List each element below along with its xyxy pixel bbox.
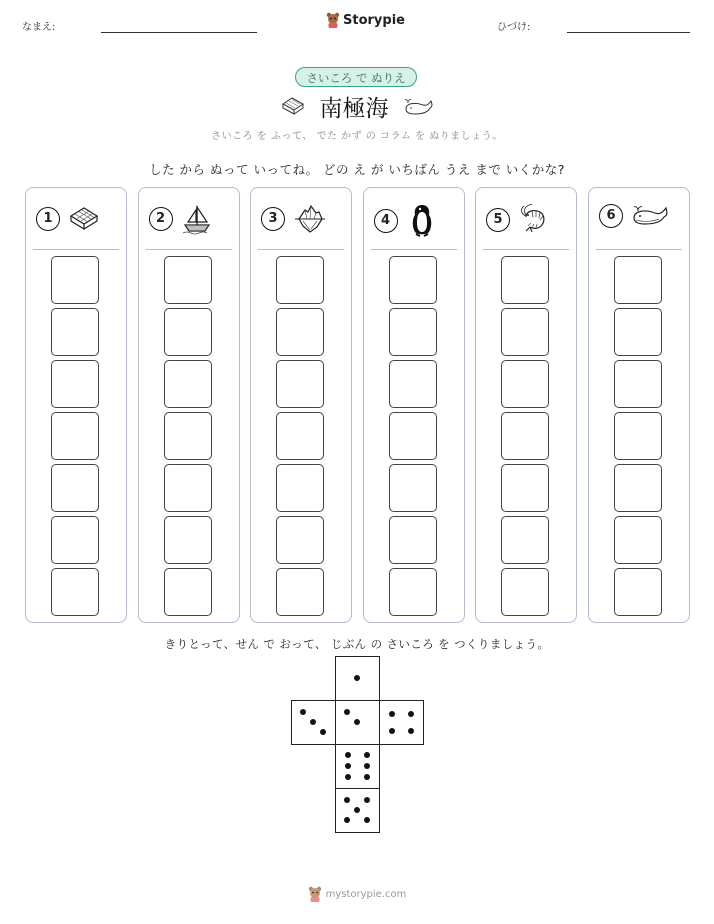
penguin-icon xyxy=(406,203,438,239)
color-box[interactable] xyxy=(389,256,437,304)
ice-floe-icon xyxy=(280,96,306,118)
color-box[interactable] xyxy=(501,256,549,304)
date-label: ひづけ: xyxy=(497,22,531,33)
color-box[interactable] xyxy=(276,256,324,304)
column-2 xyxy=(138,187,240,623)
subtitle: さいころ を ふって、 でた かず の コラム を ぬりましょう。 xyxy=(211,131,503,142)
color-box[interactable] xyxy=(164,308,212,356)
dice-columns xyxy=(25,187,690,623)
bear-logo-icon xyxy=(326,12,340,28)
activity-badge: さいころ で ぬりえ xyxy=(295,67,417,87)
bear-logo-icon xyxy=(308,886,322,902)
footer-url: mystorypie.com xyxy=(325,888,407,900)
page-title: 南極海 xyxy=(319,96,389,122)
color-box[interactable] xyxy=(164,360,212,408)
cut-instruction: きりとって、せん で おって、 じぶん の さいころ を つくりましょう。 xyxy=(164,637,550,651)
iceberg-icon xyxy=(293,203,327,235)
die-face-2 xyxy=(335,700,380,745)
color-box[interactable] xyxy=(501,308,549,356)
color-box[interactable] xyxy=(276,568,324,616)
color-box[interactable] xyxy=(614,412,662,460)
whale-icon xyxy=(631,203,671,229)
die-face-1 xyxy=(335,656,380,701)
color-box[interactable] xyxy=(276,308,324,356)
color-box[interactable] xyxy=(276,412,324,460)
column-6 xyxy=(588,187,690,623)
color-box[interactable] xyxy=(389,308,437,356)
color-box[interactable] xyxy=(614,568,662,616)
color-box[interactable] xyxy=(501,568,549,616)
whale-icon xyxy=(403,97,435,117)
color-box[interactable] xyxy=(164,256,212,304)
column-number: 1 xyxy=(36,207,60,231)
column-number: 4 xyxy=(374,209,398,233)
color-box[interactable] xyxy=(614,360,662,408)
die-face-6 xyxy=(335,744,380,789)
color-box[interactable] xyxy=(389,568,437,616)
color-box[interactable] xyxy=(501,516,549,564)
column-3 xyxy=(250,187,352,623)
sailboat-icon xyxy=(181,203,213,235)
color-box[interactable] xyxy=(51,568,99,616)
color-box[interactable] xyxy=(501,464,549,512)
column-number: 5 xyxy=(486,208,510,232)
die-face-5 xyxy=(335,788,380,833)
color-box[interactable] xyxy=(51,464,99,512)
logo xyxy=(326,12,405,28)
color-box[interactable] xyxy=(614,256,662,304)
color-box[interactable] xyxy=(614,516,662,564)
logo-text: Storypie xyxy=(343,12,405,28)
die-face-3 xyxy=(291,700,336,745)
color-box[interactable] xyxy=(389,412,437,460)
color-box[interactable] xyxy=(51,308,99,356)
color-box[interactable] xyxy=(276,360,324,408)
column-1 xyxy=(25,187,127,623)
color-box[interactable] xyxy=(164,464,212,512)
color-box[interactable] xyxy=(614,308,662,356)
color-box[interactable] xyxy=(51,412,99,460)
color-box[interactable] xyxy=(164,568,212,616)
color-box[interactable] xyxy=(389,360,437,408)
column-number: 3 xyxy=(261,207,285,231)
color-box[interactable] xyxy=(164,516,212,564)
color-box[interactable] xyxy=(51,256,99,304)
die-face-4 xyxy=(379,700,424,745)
color-box[interactable] xyxy=(51,516,99,564)
title-row xyxy=(0,90,714,123)
color-box[interactable] xyxy=(276,516,324,564)
name-line xyxy=(101,32,257,33)
column-5 xyxy=(475,187,577,623)
name-label: なまえ: xyxy=(22,22,56,33)
color-box[interactable] xyxy=(389,464,437,512)
date-line xyxy=(567,32,690,33)
shrimp-icon xyxy=(518,203,552,237)
color-box[interactable] xyxy=(614,464,662,512)
instruction: した から ぬって いってね。 どの え が いちばん うえ まで いくかな? xyxy=(149,162,565,177)
color-box[interactable] xyxy=(164,412,212,460)
color-box[interactable] xyxy=(276,464,324,512)
column-number: 2 xyxy=(149,207,173,231)
color-box[interactable] xyxy=(389,516,437,564)
color-box[interactable] xyxy=(501,412,549,460)
footer xyxy=(0,886,714,902)
column-4 xyxy=(363,187,465,623)
color-box[interactable] xyxy=(51,360,99,408)
color-box[interactable] xyxy=(501,360,549,408)
ice-floe-icon xyxy=(68,203,100,235)
column-number: 6 xyxy=(599,204,623,228)
